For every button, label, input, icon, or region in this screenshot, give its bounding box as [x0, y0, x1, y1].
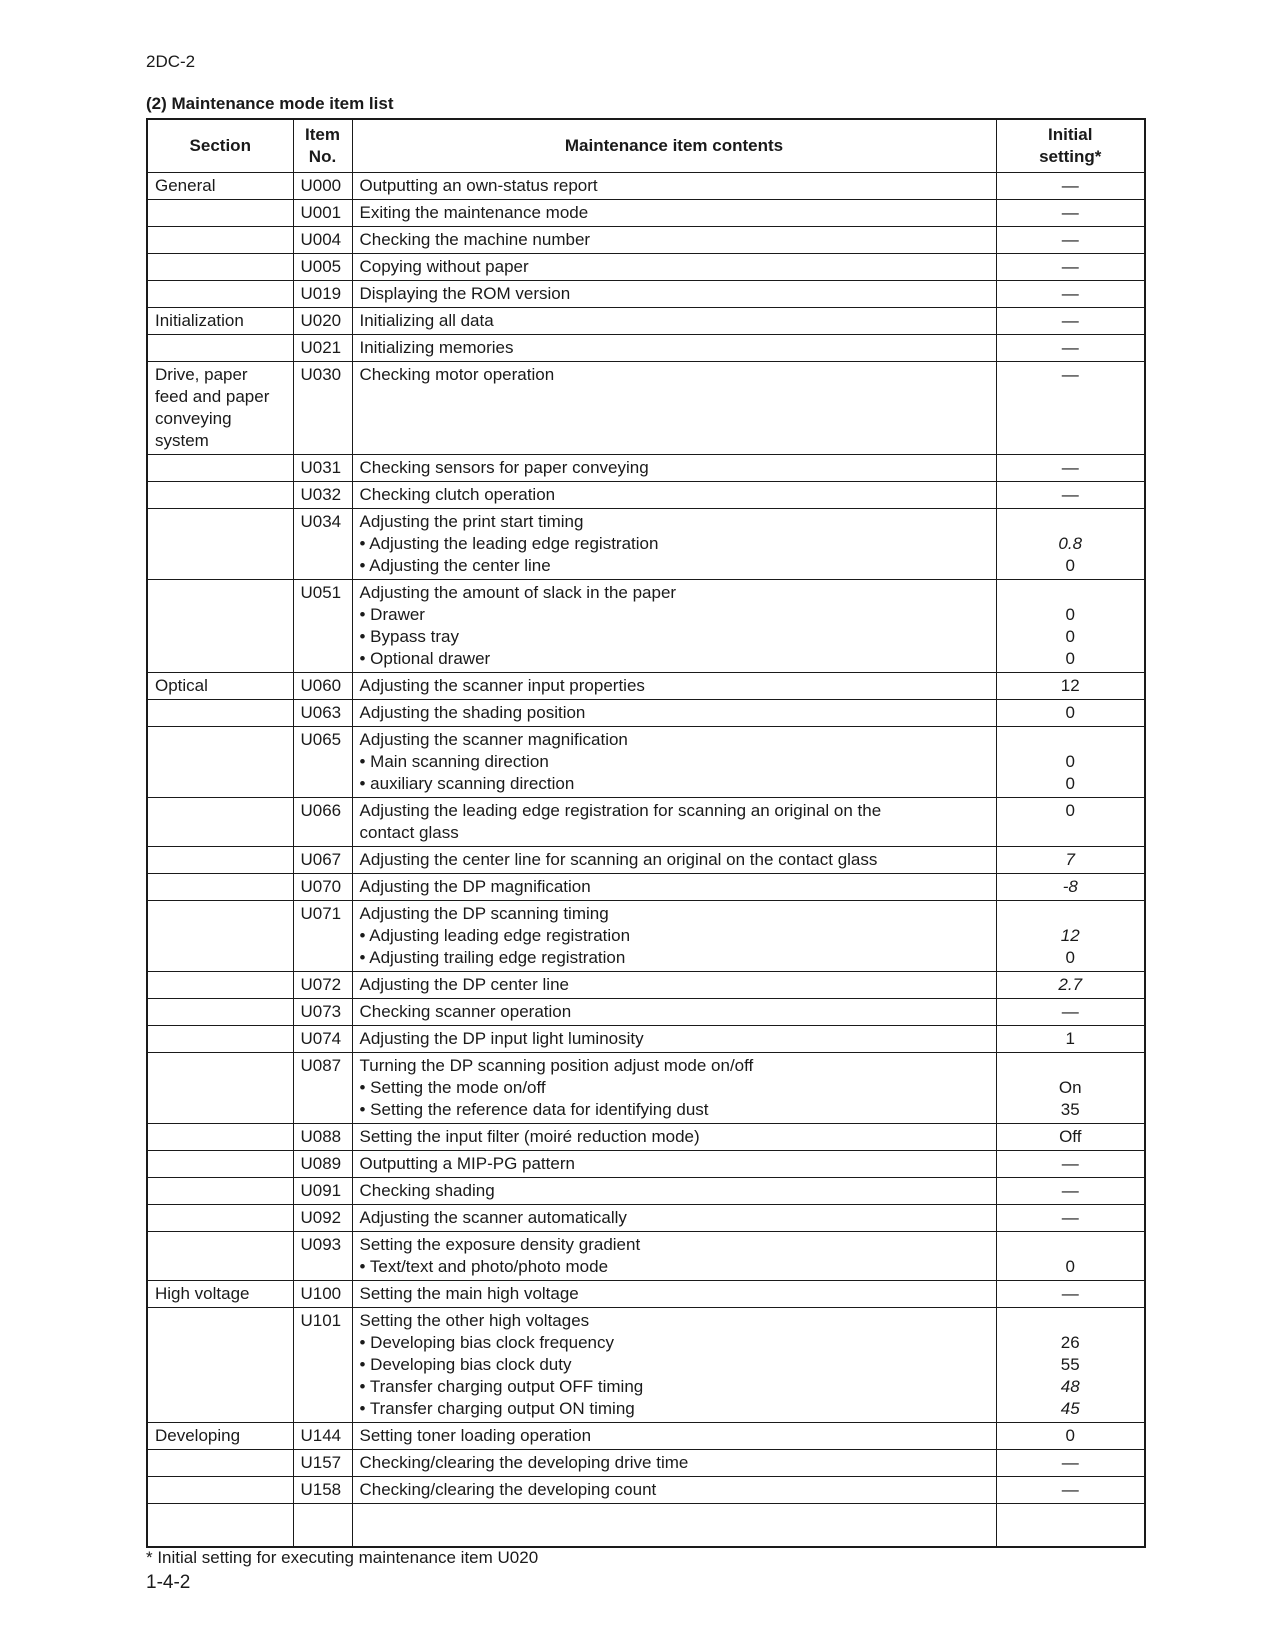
item-content-line: Adjusting the scanner magnification [359, 730, 628, 749]
table-filler-row [147, 1504, 1145, 1548]
initial-setting [996, 173, 1145, 200]
section-cell [147, 254, 293, 281]
initial-setting [996, 847, 1145, 874]
header-contents: Maintenance item contents [352, 119, 996, 173]
section-cell [147, 847, 293, 874]
item-content-line: Adjusting the amount of slack in the paper [359, 583, 677, 602]
table-row [147, 1053, 1145, 1124]
initial-setting-value: — [1061, 1208, 1079, 1227]
initial-setting-value: 0 [1065, 703, 1075, 722]
section-cell [147, 455, 293, 482]
section-cell [147, 999, 293, 1026]
initial-setting-value: 0 [1065, 605, 1075, 624]
section-cell [147, 1124, 293, 1151]
initial-setting [996, 999, 1145, 1026]
initial-setting-value: — [1061, 1284, 1079, 1303]
table-header-row [147, 119, 1145, 173]
section-label: Initialization [155, 311, 244, 330]
item-contents [352, 798, 996, 847]
item-contents [352, 1423, 996, 1450]
section-cell [147, 673, 293, 700]
section-cell [147, 1178, 293, 1205]
item-number: U060 [293, 673, 352, 700]
item-contents [352, 972, 996, 999]
item-number: U100 [293, 1281, 352, 1308]
section-cell [147, 335, 293, 362]
item-content-line: Setting the exposure density gradient [359, 1235, 641, 1254]
initial-setting-value [1004, 1234, 1138, 1256]
item-content-line: • Drawer [359, 605, 425, 624]
section-cell [147, 173, 293, 200]
initial-setting-value: — [1061, 1002, 1079, 1021]
item-contents [352, 1151, 996, 1178]
table-row [147, 200, 1145, 227]
initial-setting-value: 7 [1065, 850, 1075, 869]
initial-setting-value [1004, 1310, 1138, 1332]
item-number: U032 [293, 482, 352, 509]
table-row [147, 580, 1145, 673]
initial-setting-value: 0 [1065, 649, 1075, 668]
initial-setting [996, 335, 1145, 362]
section-label: High voltage [155, 1284, 250, 1303]
item-content-line: • Adjusting the leading edge registration [359, 534, 659, 553]
initial-setting [996, 1308, 1145, 1423]
initial-setting-value: — [1061, 203, 1079, 222]
item-number: U067 [293, 847, 352, 874]
initial-setting-value: — [1061, 230, 1079, 249]
initial-setting-value: 0 [1065, 1426, 1075, 1445]
section-cell [147, 1205, 293, 1232]
table-row [147, 1308, 1145, 1423]
table-row [147, 1477, 1145, 1504]
initial-setting-value: 0 [1065, 556, 1075, 575]
initial-setting [996, 1205, 1145, 1232]
item-contents [352, 455, 996, 482]
section-cell [147, 727, 293, 798]
initial-setting [996, 1477, 1145, 1504]
item-number: U005 [293, 254, 352, 281]
section-cell [147, 1281, 293, 1308]
initial-setting-value: — [1061, 338, 1079, 357]
item-number: U070 [293, 874, 352, 901]
item-content-line: • auxiliary scanning direction [359, 774, 575, 793]
table-row [147, 847, 1145, 874]
initial-setting-value: 0 [1065, 801, 1075, 820]
item-number: U157 [293, 1450, 352, 1477]
item-content-line: Adjusting the print start timing [359, 512, 584, 531]
initial-setting-value: 26 [1060, 1333, 1080, 1352]
filler-cell [996, 1504, 1145, 1548]
item-content-line: Checking/clearing the developing count [359, 1480, 657, 1499]
item-content-line: contact glass [359, 823, 459, 842]
header-initial-line1: Initial [1048, 125, 1093, 144]
item-contents [352, 482, 996, 509]
item-number: U092 [293, 1205, 352, 1232]
initial-setting-value [1004, 903, 1138, 925]
header-item-no [293, 119, 352, 173]
item-content-line: Initializing all data [359, 311, 494, 330]
initial-setting [996, 727, 1145, 798]
initial-setting-value: — [1061, 311, 1079, 330]
table-row [147, 901, 1145, 972]
table-row [147, 1232, 1145, 1281]
item-number: U031 [293, 455, 352, 482]
initial-setting-value: 12 [1060, 926, 1080, 945]
table-row [147, 700, 1145, 727]
table-row [147, 482, 1145, 509]
initial-setting-value: 55 [1060, 1355, 1080, 1374]
initial-setting [996, 901, 1145, 972]
initial-setting [996, 1423, 1145, 1450]
item-content-line: • Developing bias clock duty [359, 1355, 572, 1374]
initial-setting-value: 0 [1065, 948, 1075, 967]
table-body [147, 173, 1145, 1548]
section-cell [147, 874, 293, 901]
section-cell [147, 482, 293, 509]
item-contents [352, 1308, 996, 1423]
initial-setting [996, 700, 1145, 727]
initial-setting-value: — [1061, 458, 1079, 477]
item-content-line: Adjusting the scanner automatically [359, 1208, 627, 1227]
item-content-line: • Optional drawer [359, 649, 491, 668]
item-contents [352, 1124, 996, 1151]
section-cell [147, 281, 293, 308]
item-content-line: Checking sensors for paper conveying [359, 458, 649, 477]
item-content-line: • Bypass tray [359, 627, 459, 646]
initial-setting-value: — [1061, 1181, 1079, 1200]
initial-setting-value: 0 [1065, 627, 1075, 646]
footnote: * Initial setting for executing maintenance item U020 [146, 1548, 539, 1567]
table-row [147, 455, 1145, 482]
initial-setting [996, 1232, 1145, 1281]
initial-setting-value [1004, 582, 1138, 604]
initial-setting-value: — [1061, 176, 1079, 195]
list-title: (2) Maintenance mode item list [146, 94, 394, 113]
initial-setting [996, 1281, 1145, 1308]
item-contents [352, 727, 996, 798]
item-number: U020 [293, 308, 352, 335]
initial-setting [996, 362, 1145, 455]
table-row [147, 874, 1145, 901]
section-cell [147, 200, 293, 227]
section-cell [147, 1053, 293, 1124]
item-number: U101 [293, 1308, 352, 1423]
initial-setting-value: 48 [1060, 1377, 1080, 1396]
initial-setting-value: Off [1059, 1127, 1082, 1146]
initial-setting [996, 1124, 1145, 1151]
item-number: U019 [293, 281, 352, 308]
item-contents [352, 509, 996, 580]
item-number: U073 [293, 999, 352, 1026]
item-contents [352, 874, 996, 901]
item-contents [352, 1477, 996, 1504]
item-number: U089 [293, 1151, 352, 1178]
header-item-no-line1: Item [305, 125, 340, 144]
page-number: 1-4-2 [146, 1572, 191, 1593]
table-row [147, 335, 1145, 362]
item-content-line: Outputting an own-status report [359, 176, 598, 195]
item-number: U144 [293, 1423, 352, 1450]
item-number: U021 [293, 335, 352, 362]
section-cell [147, 362, 293, 455]
initial-setting [996, 455, 1145, 482]
initial-setting [996, 1151, 1145, 1178]
item-contents [352, 901, 996, 972]
table-row [147, 254, 1145, 281]
initial-setting [996, 798, 1145, 847]
table-row [147, 1205, 1145, 1232]
item-number: U071 [293, 901, 352, 972]
item-number: U001 [293, 200, 352, 227]
item-number: U034 [293, 509, 352, 580]
item-number: U074 [293, 1026, 352, 1053]
section-cell [147, 700, 293, 727]
item-content-line: • Developing bias clock frequency [359, 1333, 614, 1352]
initial-setting [996, 1053, 1145, 1124]
initial-setting-value: 2.7 [1058, 975, 1083, 994]
item-content-line: Checking clutch operation [359, 485, 556, 504]
item-number: U051 [293, 580, 352, 673]
item-number: U030 [293, 362, 352, 455]
section-cell [147, 1308, 293, 1423]
section-label: conveying [155, 409, 232, 428]
item-content-line: Checking/clearing the developing drive time [359, 1453, 689, 1472]
item-content-line: Setting the input filter (moiré reduction mode) [359, 1127, 700, 1146]
initial-setting-value [1004, 1055, 1138, 1077]
initial-setting [996, 200, 1145, 227]
item-number: U065 [293, 727, 352, 798]
initial-setting-value: — [1061, 257, 1079, 276]
item-number: U004 [293, 227, 352, 254]
item-content-line: Setting the main high voltage [359, 1284, 579, 1303]
item-contents [352, 254, 996, 281]
item-number: U158 [293, 1477, 352, 1504]
section-label: system [155, 431, 209, 450]
item-content-line: Checking shading [359, 1181, 495, 1200]
item-content-line: Adjusting the DP center line [359, 975, 569, 994]
item-number: U063 [293, 700, 352, 727]
item-content-line: Copying without paper [359, 257, 529, 276]
section-cell [147, 1423, 293, 1450]
table-row [147, 673, 1145, 700]
table-row [147, 1178, 1145, 1205]
initial-setting [996, 580, 1145, 673]
initial-setting-value: — [1061, 485, 1079, 504]
initial-setting-value: 35 [1060, 1100, 1080, 1119]
section-cell [147, 509, 293, 580]
item-content-line: Adjusting the DP magnification [359, 877, 591, 896]
filler-cell [147, 1504, 293, 1548]
initial-setting-value: — [1061, 1453, 1079, 1472]
header-section: Section [147, 119, 293, 173]
item-content-line: Checking the machine number [359, 230, 591, 249]
initial-setting [996, 254, 1145, 281]
item-contents [352, 335, 996, 362]
maintenance-item-table [146, 118, 1146, 1548]
section-cell [147, 901, 293, 972]
initial-setting-value: -8 [1062, 877, 1078, 896]
item-number: U072 [293, 972, 352, 999]
initial-setting-value [1004, 822, 1138, 844]
item-contents [352, 673, 996, 700]
initial-setting-value: — [1061, 365, 1079, 384]
item-contents [352, 281, 996, 308]
item-content-line: • Transfer charging output ON timing [359, 1399, 635, 1418]
table-row [147, 1450, 1145, 1477]
item-content-line: Checking motor operation [359, 365, 555, 384]
table-row [147, 1124, 1145, 1151]
section-cell [147, 1450, 293, 1477]
item-contents [352, 308, 996, 335]
table-row [147, 727, 1145, 798]
initial-setting [996, 1450, 1145, 1477]
item-contents [352, 700, 996, 727]
initial-setting-value: On [1058, 1078, 1082, 1097]
item-number: U091 [293, 1178, 352, 1205]
document-code: 2DC-2 [146, 52, 196, 71]
item-number: U093 [293, 1232, 352, 1281]
item-content-line: Adjusting the shading position [359, 703, 586, 722]
initial-setting-value: — [1061, 1154, 1079, 1173]
item-content-line: • Adjusting trailing edge registration [359, 948, 626, 967]
item-number: U088 [293, 1124, 352, 1151]
initial-setting-value: 0 [1065, 774, 1075, 793]
initial-setting [996, 1178, 1145, 1205]
table-row [147, 509, 1145, 580]
initial-setting [996, 972, 1145, 999]
section-label: Developing [155, 1426, 241, 1445]
initial-setting [996, 673, 1145, 700]
initial-setting-value: — [1061, 284, 1079, 303]
initial-setting [996, 281, 1145, 308]
initial-setting [996, 227, 1145, 254]
initial-setting [996, 308, 1145, 335]
item-content-line: • Transfer charging output OFF timing [359, 1377, 644, 1396]
item-number: U066 [293, 798, 352, 847]
section-cell [147, 580, 293, 673]
item-contents [352, 1281, 996, 1308]
item-number: U087 [293, 1053, 352, 1124]
item-contents [352, 173, 996, 200]
section-cell [147, 1026, 293, 1053]
item-content-line: Outputting a MIP-PG pattern [359, 1154, 575, 1173]
item-contents [352, 1053, 996, 1124]
item-contents [352, 1450, 996, 1477]
initial-setting-value: 1 [1065, 1029, 1075, 1048]
initial-setting-value: 0 [1065, 752, 1075, 771]
item-contents [352, 847, 996, 874]
table-row [147, 972, 1145, 999]
initial-setting-value: 12 [1060, 676, 1080, 695]
item-content-line: Displaying the ROM version [359, 284, 571, 303]
section-label: Optical [155, 676, 208, 695]
header-item-no-line2: No. [308, 147, 337, 166]
item-content-line: • Setting the mode on/off [359, 1078, 546, 1097]
item-number: U000 [293, 173, 352, 200]
initial-setting [996, 482, 1145, 509]
section-cell [147, 1477, 293, 1504]
table-row [147, 1281, 1145, 1308]
initial-setting-value: 0 [1065, 1257, 1075, 1276]
initial-setting [996, 509, 1145, 580]
section-cell [147, 227, 293, 254]
table-row [147, 798, 1145, 847]
initial-setting-value: 45 [1060, 1399, 1080, 1418]
item-content-line: Adjusting the leading edge registration for scanning an original on the [359, 801, 882, 820]
initial-setting [996, 874, 1145, 901]
table-row [147, 999, 1145, 1026]
section-cell [147, 972, 293, 999]
item-contents [352, 999, 996, 1026]
item-contents [352, 1205, 996, 1232]
table-row [147, 1423, 1145, 1450]
item-contents [352, 580, 996, 673]
item-content-line: Initializing memories [359, 338, 514, 357]
item-contents [352, 1026, 996, 1053]
item-contents [352, 200, 996, 227]
initial-setting-value [1004, 511, 1138, 533]
header-initial-line2: setting* [1039, 147, 1102, 166]
table-row [147, 362, 1145, 455]
table-row [147, 281, 1145, 308]
item-content-line: • Setting the reference data for identifying dust [359, 1100, 709, 1119]
initial-setting-value: — [1061, 1480, 1079, 1499]
section-label: General [155, 176, 216, 195]
section-cell [147, 798, 293, 847]
table-row [147, 173, 1145, 200]
section-label: feed and paper [155, 387, 270, 406]
item-content-line: Setting toner loading operation [359, 1426, 592, 1445]
initial-setting [996, 1026, 1145, 1053]
item-contents [352, 362, 996, 455]
initial-setting-value [1004, 729, 1138, 751]
item-content-line: Adjusting the DP scanning timing [359, 904, 609, 923]
item-content-line: • Adjusting the center line [359, 556, 551, 575]
section-cell [147, 1232, 293, 1281]
filler-cell [352, 1504, 996, 1548]
initial-setting-value: 0.8 [1058, 534, 1083, 553]
item-content-line: Adjusting the center line for scanning an original on the contact glass [359, 850, 878, 869]
table-row [147, 308, 1145, 335]
section-cell [147, 308, 293, 335]
item-content-line: Adjusting the scanner input properties [359, 676, 645, 695]
section-label: Drive, paper [155, 365, 248, 384]
item-contents [352, 227, 996, 254]
item-content-line: Setting the other high voltages [359, 1311, 590, 1330]
item-content-line: Checking scanner operation [359, 1002, 572, 1021]
item-content-line: • Text/text and photo/photo mode [359, 1257, 609, 1276]
item-contents [352, 1178, 996, 1205]
item-content-line: Turning the DP scanning position adjust mode on/off [359, 1056, 754, 1075]
item-content-line: Exiting the maintenance mode [359, 203, 589, 222]
item-content-line: • Adjusting leading edge registration [359, 926, 631, 945]
item-contents [352, 1232, 996, 1281]
filler-cell [293, 1504, 352, 1548]
item-content-line: • Main scanning direction [359, 752, 549, 771]
table-row [147, 1026, 1145, 1053]
table-row [147, 1151, 1145, 1178]
section-cell [147, 1151, 293, 1178]
item-content-line: Adjusting the DP input light luminosity [359, 1029, 644, 1048]
header-initial-setting [996, 119, 1145, 173]
table-row [147, 227, 1145, 254]
